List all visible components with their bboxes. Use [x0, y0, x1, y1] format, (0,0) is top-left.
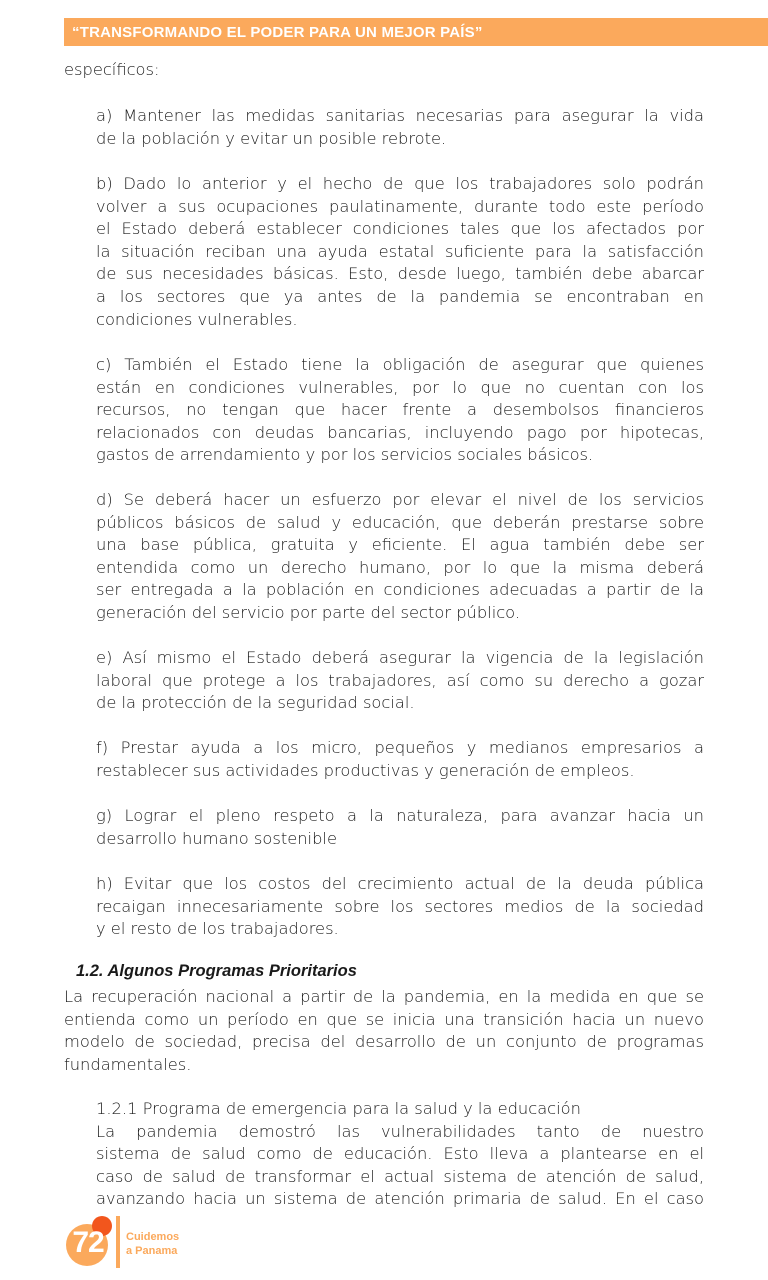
section-heading: 1.2. Algunos Programas Prioritarios [76, 962, 357, 980]
text-line: f) Prestar ayuda a los micro, pequeños y medianos empresarios a [96, 738, 704, 757]
text-line: 1.2.1 Programa de emergencia para la salud y la educación [96, 1099, 581, 1118]
text-line: recaigan innecesariamente sobre los sectores medios de la sociedad [96, 896, 704, 916]
paragraph [64, 986, 704, 1076]
header-title: “TRANSFORMANDO EL PODER PARA UN MEJOR PAÍS” [72, 24, 483, 41]
text-line: b) Dado lo anterior y el hecho de que los trabajadores solo podrán [96, 174, 704, 193]
text-line: condiciones vulnerables. [96, 309, 298, 329]
text-line: específicos: [64, 60, 160, 79]
brand-logo-text [126, 1230, 179, 1258]
text-line: d) Se deberá hacer un esfuerzo por elevar el nivel de los servicios [96, 490, 704, 509]
text-line: entendida como un derecho humano, por lo que la misma deberá [96, 557, 704, 577]
text-line: una base pública, gratuita y eficiente. El agua también debe ser [96, 535, 704, 555]
text-line: a los sectores que ya antes de la pandemia se encontraban en [96, 286, 704, 306]
page-number: 72 [72, 1226, 104, 1259]
text-line: modelo de sociedad, precisa del desarrollo de un conjunto de programas [64, 1032, 704, 1052]
text-line: la situación reciban una ayuda estatal suficiente para la satisfacción [96, 241, 704, 261]
text-line: generación del servicio por parte del sector público. [96, 602, 521, 622]
page-footer [60, 1212, 200, 1270]
text-line: de sus necesidades básicas. Esto, desde luego, también debe abarcar [96, 264, 704, 284]
text-line: están en condiciones vulnerables, por lo que no cuentan con los [96, 377, 704, 397]
text-line: de la población y evitar un posible rebrote. [96, 128, 447, 148]
paragraph [96, 873, 704, 941]
brand-line-1: Cuidemos [126, 1231, 180, 1243]
text-line: relacionados con deudas bancarias, incluyendo pago por hipotecas, [96, 422, 704, 442]
text-line: recursos, no tengan que hacer frente a desembolsos financieros [96, 400, 704, 420]
paragraph [96, 647, 704, 715]
brand-line-2: a Panama [126, 1245, 178, 1257]
footer-divider [116, 1216, 120, 1268]
text-line: La recuperación nacional a partir de la pandemia, en la medida en que se [64, 987, 704, 1006]
text-line: c) También el Estado tiene la obligación de asegurar que quienes [96, 355, 704, 374]
paragraph [96, 1098, 704, 1211]
text-line: el Estado deberá establecer condiciones tales que los afectados por [96, 219, 704, 239]
paragraph [96, 354, 704, 467]
text-line: a) Mantener las medidas sanitarias necesarias para asegurar la vida [96, 106, 704, 125]
text-line: ser entregada a la población en condiciones adecuadas a partir de la [96, 580, 704, 600]
text-line: e) Así mismo el Estado deberá asegurar la vigencia de la legislación [96, 648, 704, 667]
text-line: desarrollo humano sostenible [96, 828, 337, 848]
text-line: y el resto de los trabajadores. [96, 919, 339, 939]
text-line: avanzando hacia un sistema de atención primaria de salud. En el caso [96, 1189, 704, 1209]
text-line: sistema de salud como de educación. Esto lleva a plantearse en el [96, 1144, 704, 1164]
text-line: g) Lograr el pleno respeto a la naturaleza, para avanzar hacia un [96, 806, 704, 825]
paragraph [96, 805, 704, 850]
paragraph-intro [64, 59, 704, 82]
paragraph [96, 105, 704, 150]
text-line: caso de salud de transformar el actual sistema de atención de salud, [96, 1166, 704, 1186]
text-line: laboral que protege a los trabajadores, así como su derecho a gozar [96, 670, 704, 690]
text-line: entienda como un período en que se inicia una transición hacia un nuevo [64, 1009, 704, 1029]
header-banner [64, 18, 768, 46]
text-line: gastos de arrendamiento y por los servicios sociales básicos. [96, 445, 594, 465]
paragraph [96, 489, 704, 625]
text-line: de la protección de la seguridad social. [96, 693, 415, 713]
text-line: restablecer sus actividades productivas y generación de empleos. [96, 760, 635, 780]
text-line: h) Evitar que los costos del crecimiento actual de la deuda pública [96, 874, 704, 893]
text-line: públicos básicos de salud y educación, que deberán prestarse sobre [96, 512, 704, 532]
paragraph [96, 173, 704, 331]
paragraph [96, 737, 704, 782]
text-line: La pandemia demostró las vulnerabilidades tanto de nuestro [96, 1121, 704, 1141]
text-line: fundamentales. [64, 1054, 192, 1074]
text-line: volver a sus ocupaciones paulatinamente, durante todo este período [96, 196, 704, 216]
